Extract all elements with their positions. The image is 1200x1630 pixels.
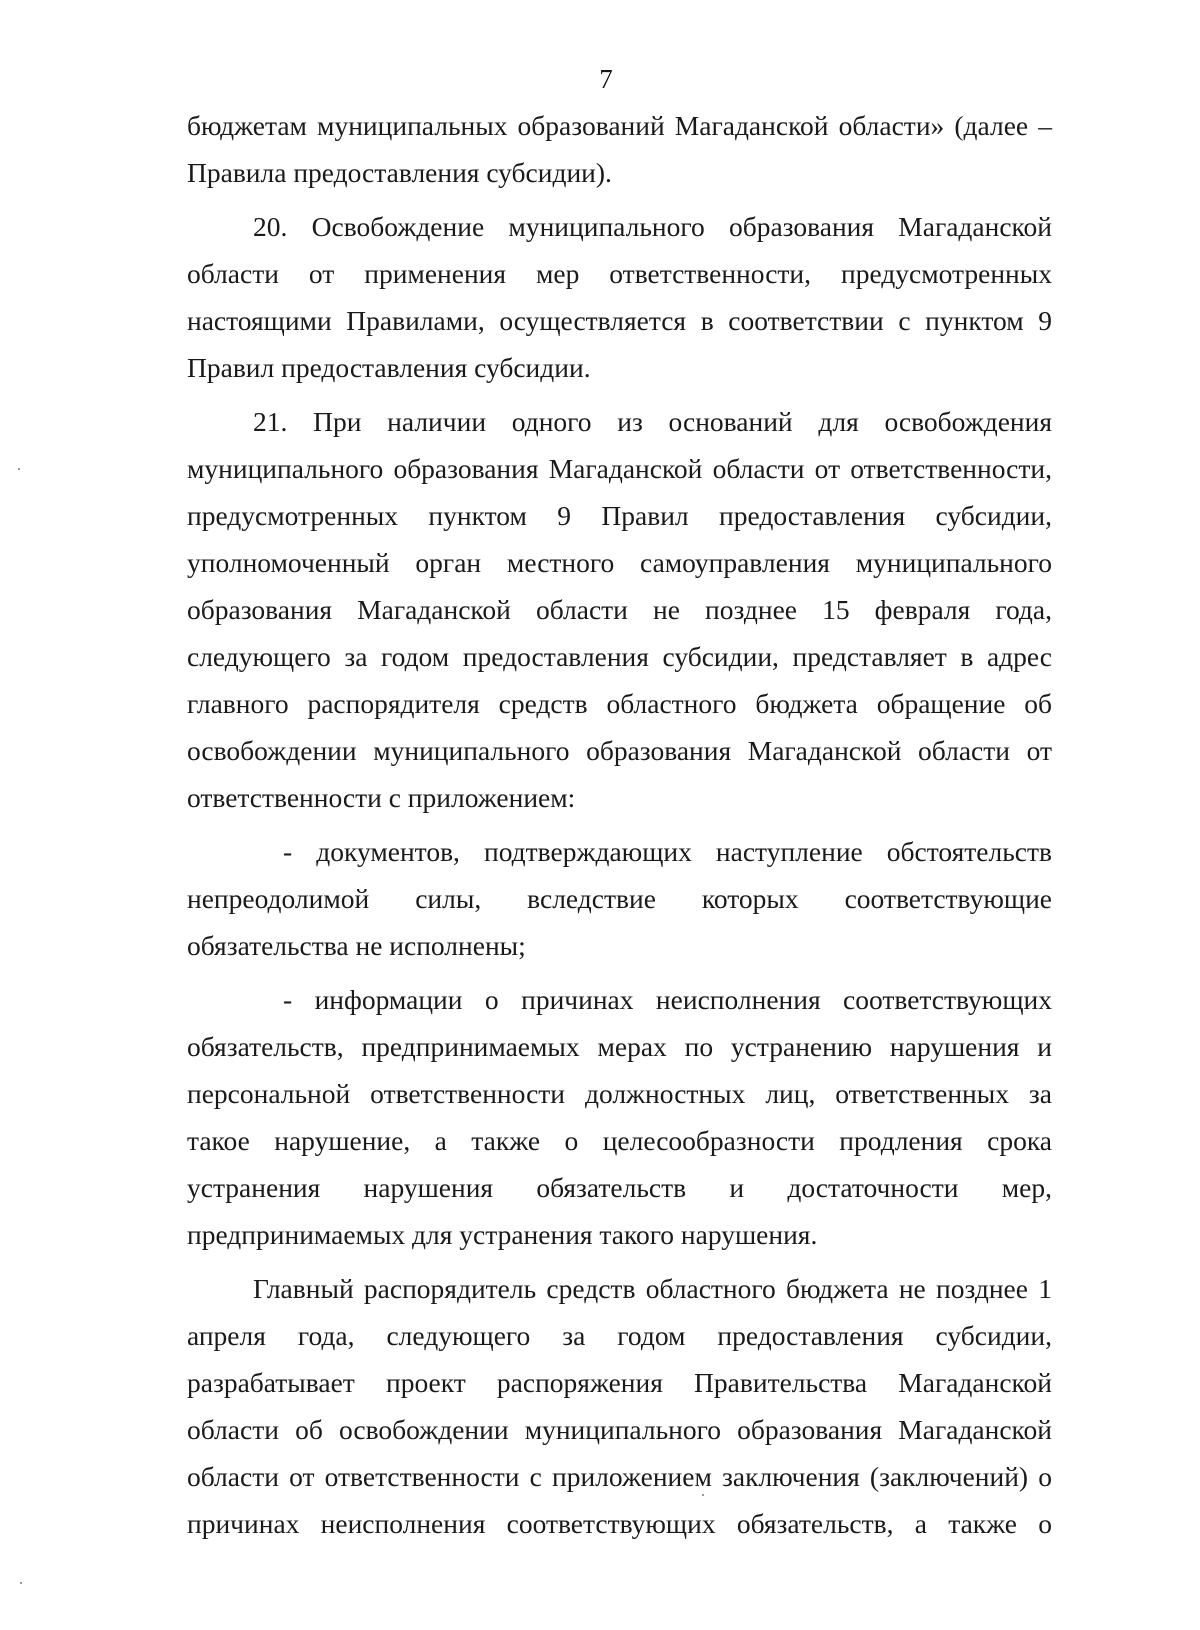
paragraph-item-21: 21. При наличии одного из оснований для освобождения муниципального образования Магаданской области от ответственности, предусмотренных пунктом 9 Правил предоставления субсидии, уполномоченный орган местного самоуправления муниципального образования Магаданской области не позднее 15 февраля года, следующего за годом предоставления субсидии, представляет в адрес главного распорядителя средств областного бюджета обращение об освобождении муниципального образования Магаданской области от ответственности с приложением: bbox=[187, 406, 1052, 813]
scan-speck bbox=[18, 468, 20, 470]
scan-speck bbox=[20, 1582, 22, 1584]
list-item-documents: - документов, подтверждающих наступление обстоятельств непреодолимой силы, вследствие которых соответствующие обязательства не исполнены; bbox=[187, 836, 1052, 961]
paragraph-item-20: 20. Освобождение муниципального образования Магаданской области от применения мер ответственности, предусмотренных настоящими Правилами, осуществляется в соответствии с пунктом 9 Правил предоставления субсидии. bbox=[187, 211, 1052, 383]
list-item-information: - информации о причинах неисполнения соответствующих обязательств, предпринимаемых мерах по устранению нарушения и персональной ответственности должностных лиц, ответственных за такое нарушение, а также о целесообразности продления срока устранения нарушения обязательств и достаточности мер, предпринимаемых для устранения такого нарушения. bbox=[187, 984, 1052, 1250]
scan-speck bbox=[702, 1494, 704, 1496]
document-body bbox=[187, 102, 1052, 1547]
paragraph-continuation: бюджетам муниципальных образований Магаданской области» (далее – Правила предоставления субсидии). bbox=[187, 110, 1052, 188]
page-number: 7 bbox=[599, 64, 613, 94]
paragraph-main-administrator: Главный распорядитель средств областного бюджета не позднее 1 апреля года, следующего за годом предоставления субсидии, разрабатывает проект распоряжения Правительства Магаданской области об освобождении муниципального образования Магаданской области от ответственности с приложением заключения (заключений) о причинах неисполнения соответствующих обязательств, а также о bbox=[187, 1273, 1052, 1539]
